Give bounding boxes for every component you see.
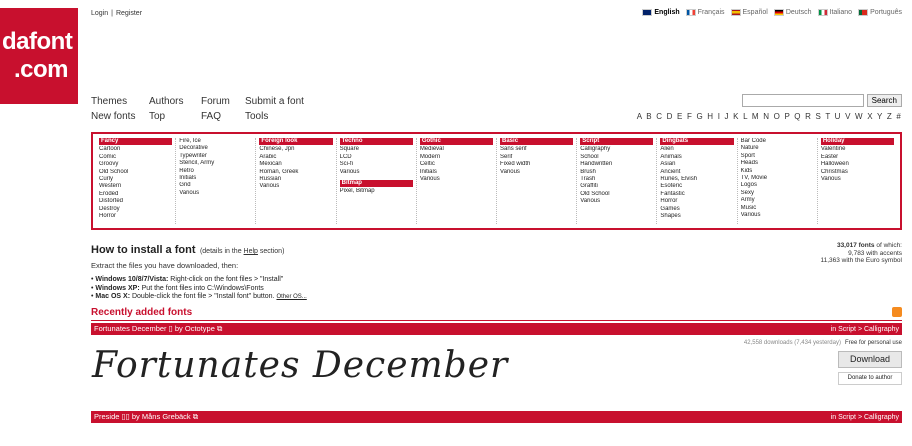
step-windows10	[91, 276, 307, 285]
category-column	[657, 138, 737, 224]
category-item[interactable]: Handwritten	[580, 161, 613, 168]
category-item[interactable]: Mexican	[259, 161, 282, 168]
category-column	[577, 138, 657, 224]
category-item[interactable]: Sport	[740, 152, 755, 159]
category-item[interactable]: Sans serif	[500, 146, 527, 153]
category-column	[818, 138, 897, 224]
nav-top[interactable]: Top	[149, 111, 166, 122]
category-item[interactable]: Kids	[740, 167, 753, 174]
font-title	[94, 324, 222, 334]
category-item[interactable]: Christmas	[820, 168, 848, 175]
details-text: section)	[257, 248, 285, 255]
category-item[interactable]: Medieval	[419, 146, 444, 153]
nav-forum[interactable]: Forum	[201, 96, 230, 107]
logo-line1: dafont	[2, 28, 73, 55]
step-text: Right-click on the font files > "Install"	[168, 276, 284, 283]
stats-suffix: of which:	[874, 242, 902, 249]
font-icon: ▯	[168, 324, 173, 333]
download-count: 42,558 downloads (7,434 yesterday)	[743, 340, 841, 346]
category-item[interactable]: Animals	[660, 153, 682, 160]
category-item[interactable]: Alien	[660, 146, 674, 153]
category-item[interactable]: Distorted	[99, 198, 124, 205]
category-item[interactable]: Fixed width	[500, 161, 531, 168]
category-item[interactable]: Calligraphy	[580, 146, 611, 153]
category-item[interactable]: Army	[740, 197, 755, 204]
category-column	[96, 138, 176, 224]
other-os-link[interactable]: Other OS...	[276, 294, 307, 300]
category-item[interactable]: Roman, Greek	[259, 168, 299, 175]
rss-icon[interactable]	[892, 307, 902, 317]
category-column	[256, 138, 336, 224]
category-item[interactable]: Horror	[99, 213, 117, 220]
install-instructions	[91, 240, 307, 302]
login-link[interactable]: Login	[91, 10, 109, 17]
lang-spanish[interactable]	[731, 9, 768, 16]
portugal-flag-icon	[858, 9, 868, 16]
separator: |	[111, 10, 113, 17]
spain-flag-icon	[731, 9, 741, 16]
category-item[interactable]: School	[580, 153, 599, 160]
category-item[interactable]: Celtic	[419, 161, 435, 168]
donate-button[interactable]: Donate to author	[838, 372, 902, 385]
recent-fonts-title: Recently added fonts	[91, 307, 193, 318]
author-link[interactable]: Octotype	[184, 324, 215, 333]
category-item[interactable]: TV, Movie	[740, 175, 768, 182]
category-item[interactable]: Various	[419, 176, 440, 183]
search-button[interactable]: Search	[867, 94, 902, 107]
howto-title: How to install a font	[91, 244, 196, 256]
category-header[interactable]: Basic	[500, 138, 573, 145]
category-item[interactable]: Asian	[660, 161, 676, 168]
category-item[interactable]: Decorative	[179, 145, 208, 152]
logo-line2: .com	[14, 56, 69, 83]
step-text: Put the font files into C:\Windows\Fonts	[139, 284, 264, 292]
howto-details	[200, 248, 284, 255]
category-item[interactable]: Curly	[99, 176, 114, 183]
category-item[interactable]: Initials	[179, 175, 197, 182]
category-item[interactable]: Logos	[740, 182, 757, 189]
category-item[interactable]: Brush	[580, 168, 596, 175]
category-item[interactable]: Heads	[740, 160, 758, 167]
step-windowsxp	[91, 285, 307, 294]
language-selector	[642, 9, 902, 16]
category-item[interactable]: Arabic	[259, 153, 277, 160]
category-item[interactable]: Various	[820, 176, 841, 183]
lang-label: English	[654, 9, 680, 16]
category-header[interactable]: Bitmap	[340, 180, 413, 187]
category-item[interactable]: Music	[740, 204, 757, 211]
category-column	[497, 138, 577, 224]
category-item[interactable]: Old School	[99, 168, 129, 175]
category-column	[337, 138, 417, 224]
category-item[interactable]: Fire, Ice	[179, 138, 201, 144]
category-item[interactable]: Sci-fi	[339, 161, 353, 168]
license-text: Free for personal use	[844, 340, 902, 346]
category-item[interactable]: Sexy	[740, 189, 754, 196]
lang-label: Deutsch	[785, 9, 812, 16]
category-item[interactable]: Various	[259, 183, 280, 190]
category-item[interactable]: Destroy	[99, 205, 120, 212]
category-item[interactable]: Various	[500, 168, 520, 175]
nav-authors[interactable]: Authors	[149, 96, 184, 107]
lang-french[interactable]	[686, 9, 725, 16]
lang-label: Français	[697, 9, 725, 16]
category-header[interactable]: Fancy	[99, 138, 172, 145]
category-item[interactable]: Valentine	[820, 146, 846, 153]
category-item[interactable]: Shapes	[660, 213, 681, 220]
category-header[interactable]: Script	[580, 138, 653, 145]
help-link[interactable]: Help	[243, 248, 258, 255]
total-fonts: 33,017 fonts	[836, 242, 875, 249]
step-macos	[91, 293, 307, 302]
category-header[interactable]: Dingbats	[660, 138, 733, 145]
site-logo[interactable]	[0, 8, 78, 104]
download-button[interactable]: Download	[838, 351, 902, 368]
search-input[interactable]	[742, 94, 864, 107]
category-header[interactable]: Gothic	[420, 138, 493, 145]
step-text: Double-click the font file > "Install font" button.	[130, 293, 275, 300]
font-header-bar	[91, 411, 902, 423]
category-item[interactable]: Various	[339, 168, 360, 175]
font-name-link[interactable]: Preside	[94, 412, 120, 421]
font-header-bar	[91, 323, 902, 335]
stats-accents: 9,783 with accents	[848, 249, 902, 257]
alphabet-index[interactable]	[637, 112, 902, 121]
category-item[interactable]: Initials	[419, 168, 437, 175]
font-category-link[interactable]: in Script > Calligraphy	[830, 325, 899, 333]
category-item[interactable]: LCD	[339, 153, 352, 160]
lang-label: Italiano	[829, 9, 853, 16]
category-item[interactable]: Nature	[740, 145, 759, 152]
os-label: Mac OS X:	[95, 293, 131, 300]
category-item[interactable]: Esoteric	[660, 183, 683, 190]
details-text: (details in the	[199, 248, 244, 255]
font-meta	[744, 340, 902, 346]
font-icon: ▯▯	[121, 412, 130, 421]
category-item[interactable]: Trash	[580, 176, 596, 183]
howto-subtitle: Extract the files you have downloaded, then:	[91, 261, 239, 270]
by-text: by	[172, 324, 185, 333]
category-column	[417, 138, 497, 224]
nav-new-fonts[interactable]: New fonts	[91, 111, 136, 122]
divider	[91, 320, 902, 321]
category-item[interactable]: Easter	[820, 153, 839, 160]
category-item[interactable]: Graffiti	[580, 183, 598, 190]
germany-flag-icon	[774, 9, 784, 16]
font-preview[interactable]: Fortunates December	[92, 345, 509, 386]
category-item[interactable]: Fantastic	[660, 190, 685, 197]
by-text: by	[129, 412, 142, 421]
category-item[interactable]: Old School	[580, 190, 610, 197]
font-name-link[interactable]: Fortunates December	[94, 324, 167, 333]
lang-german[interactable]	[774, 9, 812, 16]
category-column	[738, 138, 818, 224]
search-form	[742, 94, 902, 107]
os-label: Windows XP:	[95, 284, 140, 292]
category-item[interactable]: Cartoon	[99, 146, 121, 153]
category-item[interactable]: Bar Code	[740, 138, 766, 144]
category-item[interactable]: Serif	[500, 153, 513, 160]
category-item[interactable]: Eroded	[99, 190, 119, 197]
category-item[interactable]: Typewriter	[179, 152, 207, 159]
category-item[interactable]: Retro	[179, 167, 194, 174]
category-item[interactable]: Square	[339, 146, 359, 153]
nav-submit-font[interactable]: Submit a font	[245, 96, 304, 107]
lang-english[interactable]	[642, 9, 679, 16]
category-item[interactable]: Various	[179, 189, 200, 196]
category-item[interactable]: Western	[99, 183, 122, 190]
author-link[interactable]: Måns Grebäck	[141, 412, 191, 421]
nav-themes[interactable]: Themes	[91, 96, 128, 107]
lang-portuguese[interactable]	[858, 9, 902, 16]
nav-tools[interactable]: Tools	[245, 111, 269, 122]
italy-flag-icon	[818, 9, 828, 16]
category-item[interactable]: Groovy	[99, 161, 119, 168]
lang-label: Português	[870, 9, 902, 16]
register-link[interactable]: Register	[115, 10, 143, 17]
external-link-icon[interactable]: ⧉	[192, 412, 199, 421]
category-menu	[91, 132, 902, 230]
stats-euro: 11,363 with the Euro symbol	[820, 257, 902, 264]
category-column	[176, 138, 256, 224]
font-title	[94, 412, 198, 422]
lang-italian[interactable]	[818, 9, 853, 16]
category-item[interactable]: Stencil, Army	[179, 160, 215, 167]
os-label: Windows 10/8/7/Vista:	[95, 276, 169, 283]
category-item[interactable]: Grid	[179, 182, 191, 189]
category-item[interactable]: Pixel, Bitmap	[339, 188, 375, 195]
lang-label: Español	[742, 9, 768, 16]
account-links	[91, 10, 142, 17]
external-link-icon[interactable]: ⧉	[216, 324, 223, 333]
category-item[interactable]: Various	[580, 198, 601, 205]
category-item[interactable]: Ancient	[660, 168, 681, 175]
category-item[interactable]: Halloween	[820, 161, 849, 168]
category-item[interactable]: Comic	[99, 153, 117, 160]
stats-total	[820, 242, 902, 250]
france-flag-icon	[686, 9, 696, 16]
install-steps	[91, 276, 307, 302]
category-item[interactable]: Modern	[419, 153, 441, 160]
alphabet-letters[interactable]: A B C D E F G H I J K L M N O P Q R S T U V W X Y Z #	[636, 112, 902, 121]
font-stats	[820, 242, 902, 265]
category-header[interactable]: Foreign look	[259, 138, 332, 145]
uk-flag-icon	[642, 9, 652, 16]
category-header[interactable]: Techno	[340, 138, 413, 145]
category-item[interactable]: Russian	[259, 176, 282, 183]
category-item[interactable]: Horror	[660, 198, 678, 205]
category-item[interactable]: Games	[660, 205, 680, 212]
category-item[interactable]: Various	[740, 212, 761, 219]
nav-faq[interactable]: FAQ	[201, 111, 222, 122]
category-header[interactable]: Holiday	[821, 138, 894, 145]
category-item[interactable]: Runes, Elvish	[660, 176, 698, 183]
font-category-link[interactable]: in Script > Calligraphy	[830, 413, 899, 421]
category-item[interactable]: Chinese, Jpn	[259, 146, 295, 153]
main-nav	[91, 96, 325, 122]
